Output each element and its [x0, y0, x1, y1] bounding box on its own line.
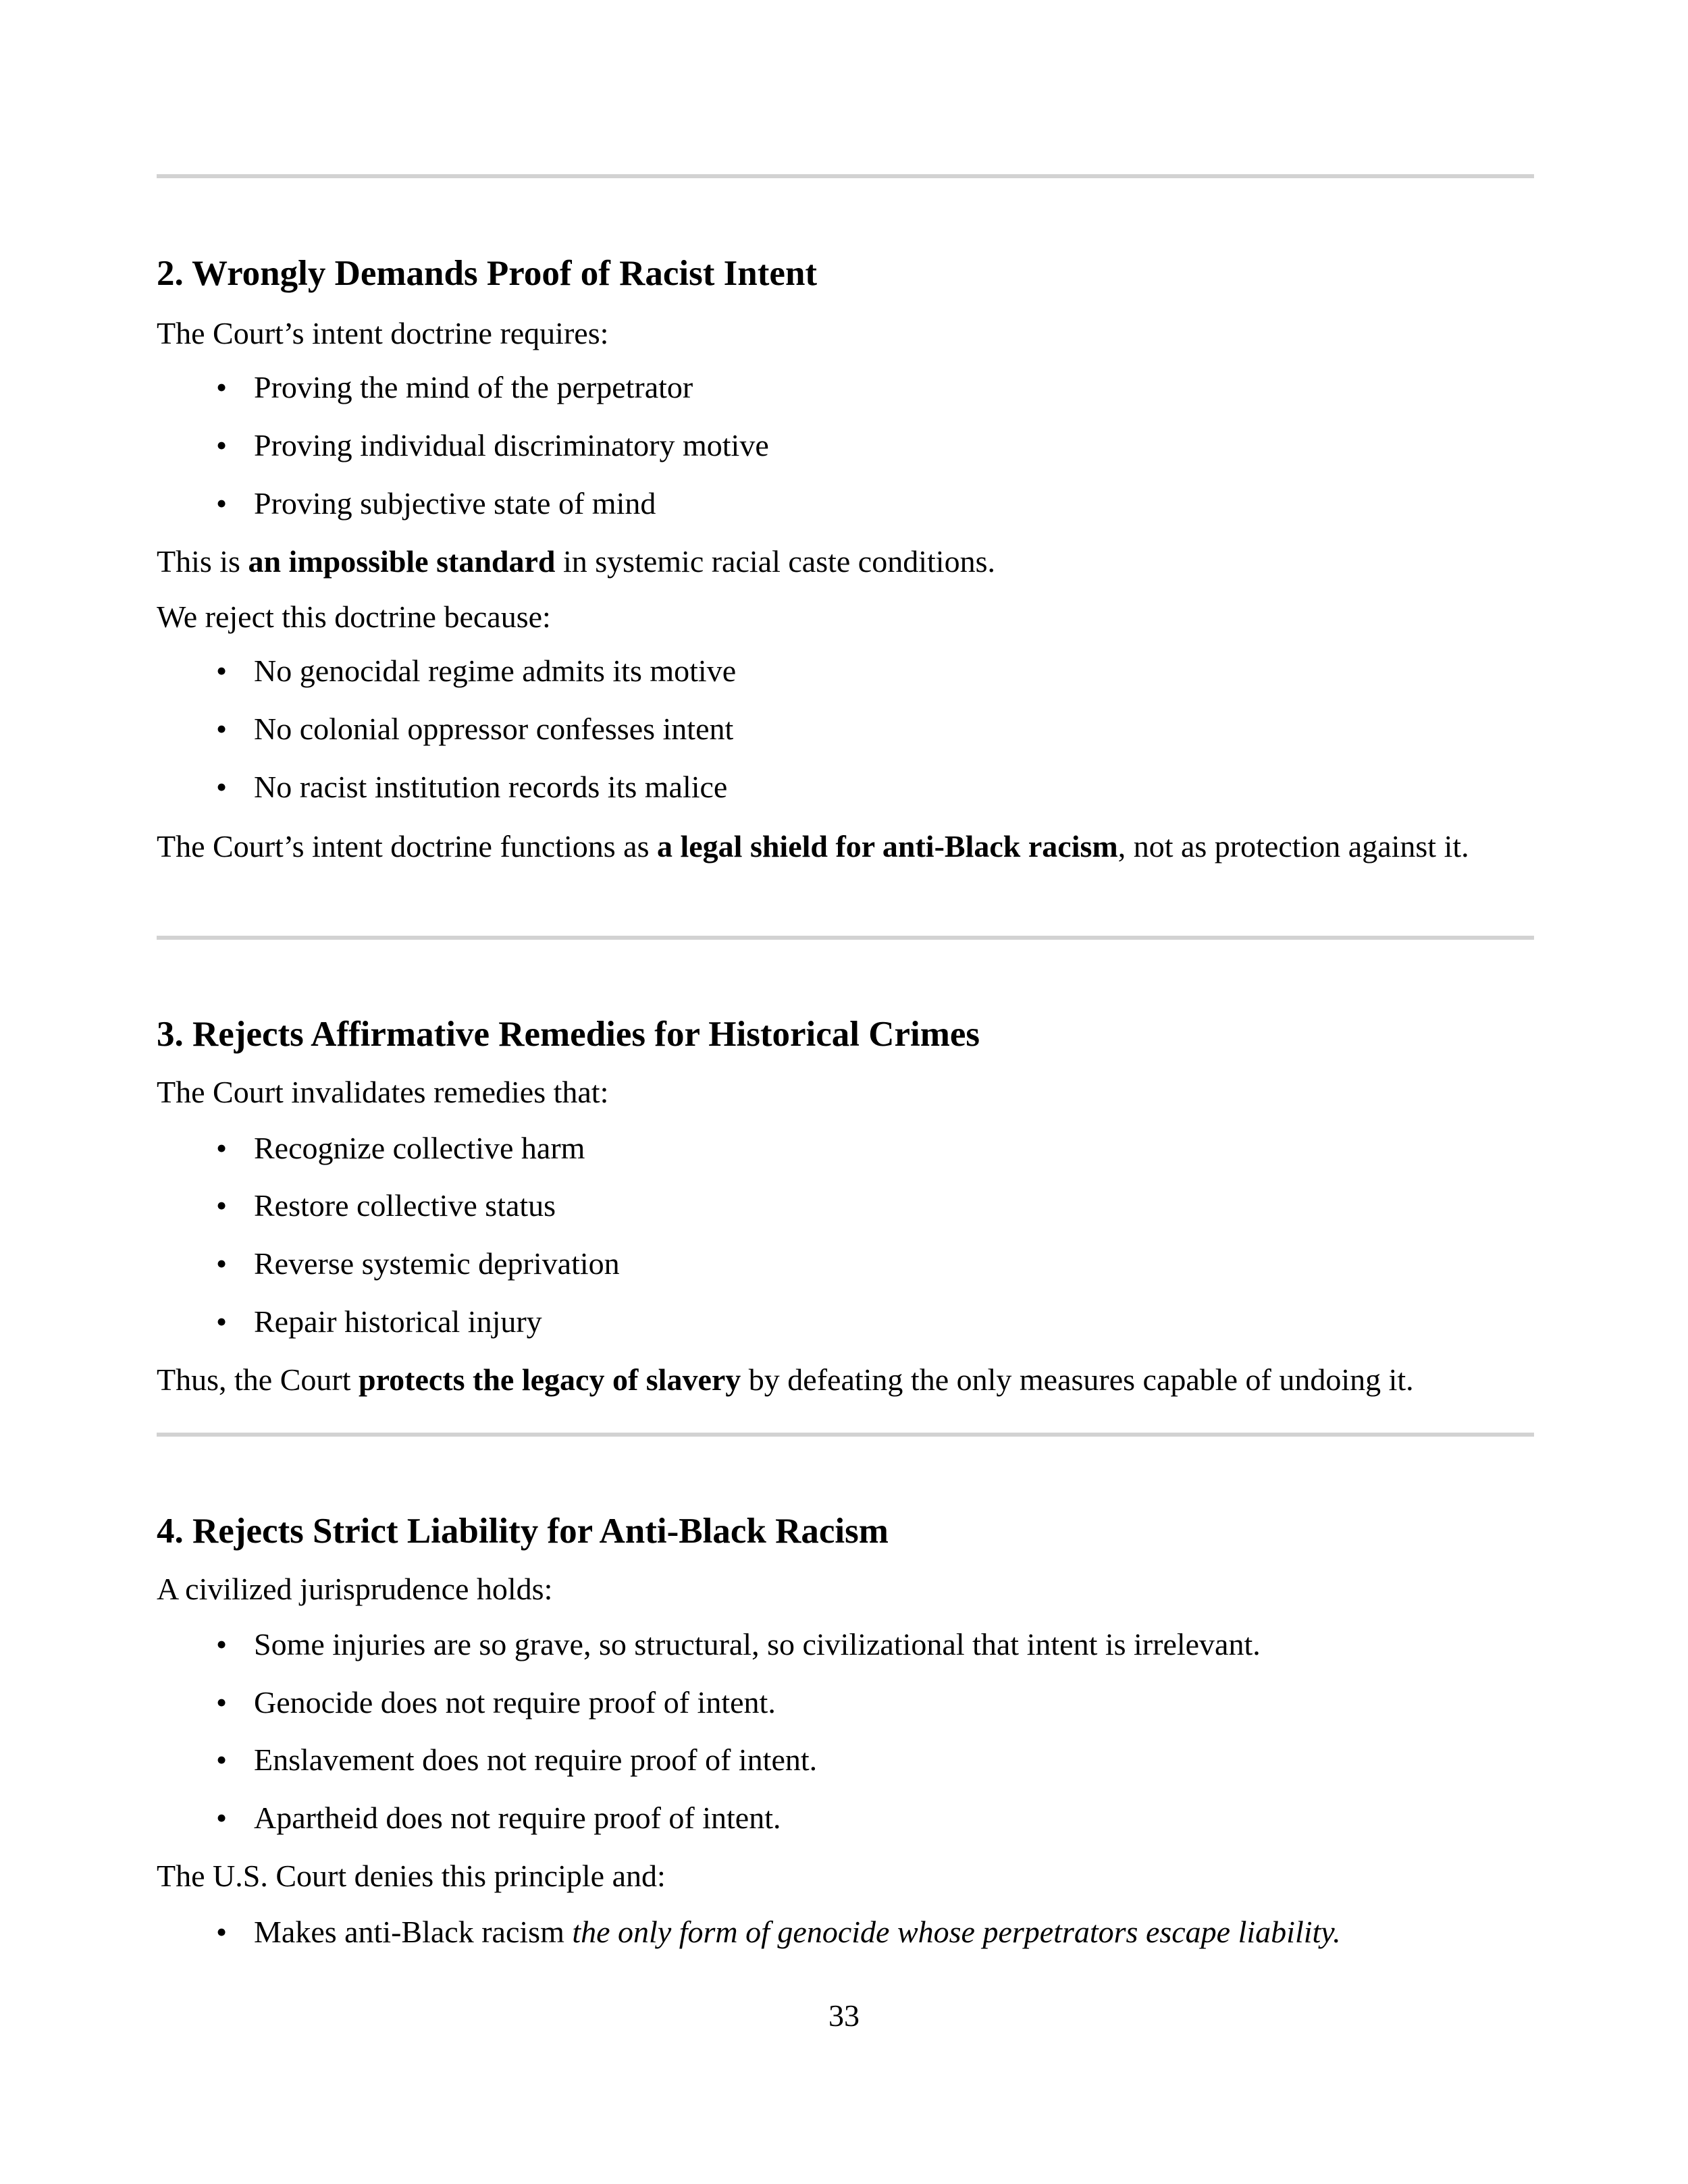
paragraph: The Court invalidates remedies that:	[157, 1075, 609, 1109]
list-item: • No genocidal regime admits its motive	[254, 652, 736, 690]
italic-text: the only form of genocide whose perpetrators escape liability.	[572, 1915, 1341, 1949]
list-item: • Recognize collective harm	[254, 1129, 585, 1167]
bold-text: a legal shield for anti-Black racism	[656, 829, 1118, 863]
list-item: • Proving the mind of the perpetrator	[254, 369, 693, 406]
text: Thus, the Court	[157, 1362, 359, 1397]
section-divider	[157, 174, 1534, 178]
section-divider	[157, 936, 1534, 940]
paragraph	[157, 828, 1534, 865]
section-divider	[157, 1433, 1534, 1437]
list-item: • Reverse systemic deprivation	[254, 1245, 620, 1283]
paragraph	[157, 1361, 1534, 1399]
page-number: 33	[828, 1998, 860, 2033]
text: The Court’s intent doctrine functions as	[157, 829, 657, 863]
text: , not as protection against it.	[1117, 829, 1469, 863]
list-item: • Restore collective status	[254, 1187, 556, 1225]
list-item: • Proving individual discriminatory motive	[254, 427, 769, 464]
list-item: • Enslavement does not require proof of intent.	[254, 1741, 817, 1779]
paragraph: A civilized jurisprudence holds:	[157, 1572, 553, 1606]
section-heading: 2. Wrongly Demands Proof of Racist Intent	[157, 254, 818, 293]
list-item: • Proving subjective state of mind	[254, 485, 656, 523]
text: Makes anti-Black racism	[254, 1915, 573, 1949]
text: This is	[157, 544, 248, 579]
text: in systemic racial caste conditions.	[555, 544, 995, 579]
list-item: • No colonial oppressor confesses intent	[254, 710, 733, 748]
bold-text: an impossible standard	[248, 544, 556, 579]
section-heading: 4. Rejects Strict Liability for Anti-Black Racism	[157, 1512, 889, 1551]
text: by defeating the only measures capable of undoing it.	[741, 1362, 1414, 1397]
paragraph: We reject this doctrine because:	[157, 600, 551, 634]
paragraph	[157, 543, 1534, 581]
list-item: • Some injuries are so grave, so structural, so civilizational that intent is irrelevant.	[254, 1626, 1261, 1663]
paragraph: The Court’s intent doctrine requires:	[157, 316, 609, 350]
paragraph: The U.S. Court denies this principle and:	[157, 1859, 666, 1893]
list-item: • Apartheid does not require proof of intent.	[254, 1799, 781, 1837]
list-item: • No racist institution records its malice	[254, 768, 727, 806]
list-item: • Repair historical injury	[254, 1303, 542, 1341]
section-heading: 3. Rejects Affirmative Remedies for Historical Crimes	[157, 1015, 980, 1054]
list-item: • Genocide does not require proof of intent.	[254, 1684, 776, 1722]
list-item	[254, 1913, 1341, 1951]
bold-text: protects the legacy of slavery	[358, 1362, 741, 1397]
